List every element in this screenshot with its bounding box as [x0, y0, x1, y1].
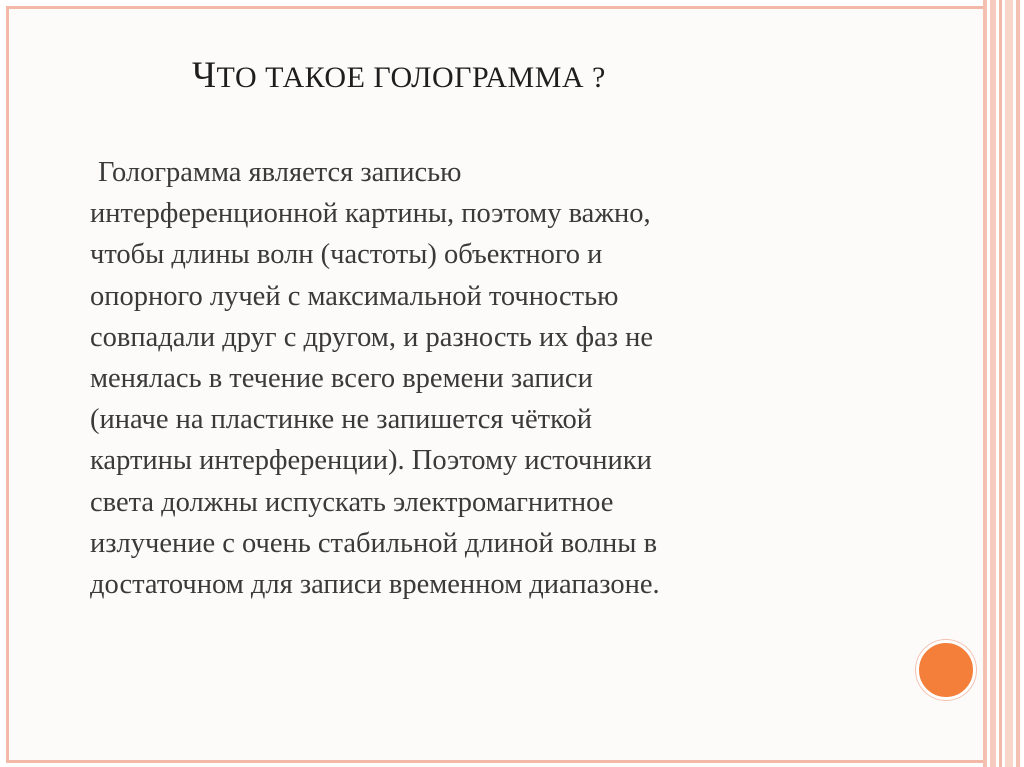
- body-line: чтобы длины волн (частоты) объектного и: [90, 239, 603, 271]
- body-line: опорного лучей с максимальной точностью: [90, 280, 619, 312]
- body-line: менялась в течение всего времени записи: [90, 363, 593, 395]
- slide-body-text: [90, 152, 890, 605]
- body-line: света должны испускать электромагнитное: [90, 486, 614, 518]
- body-line: Голограмма является записью: [98, 157, 462, 188]
- decorative-stripe: [1016, 0, 1020, 767]
- body-line: излучение с очень стабильной длиной волны в: [90, 527, 658, 559]
- body-line: достаточном для записи временном диапазоне.: [90, 569, 660, 601]
- decorative-stripe: [1005, 0, 1013, 767]
- body-line: картины интерференции). Поэтому источники: [90, 445, 652, 477]
- decorative-stripe: [990, 0, 996, 767]
- body-line: интерференционной картины, поэтому важно,: [90, 198, 651, 230]
- decorative-stripe: [999, 0, 1002, 767]
- orange-circle-decoration: [916, 640, 976, 700]
- slide-title-initial: Ч: [192, 55, 217, 96]
- slide-title: [192, 50, 832, 104]
- slide-title-rest: ТО ТАКОЕ ГОЛОГРАММА ?: [216, 61, 606, 94]
- decorative-stripe: [983, 0, 987, 767]
- body-line: совпадали друг с другом, и разность их фаз не: [90, 321, 654, 353]
- body-line: (иначе на пластинке не запишется чёткой: [90, 404, 592, 436]
